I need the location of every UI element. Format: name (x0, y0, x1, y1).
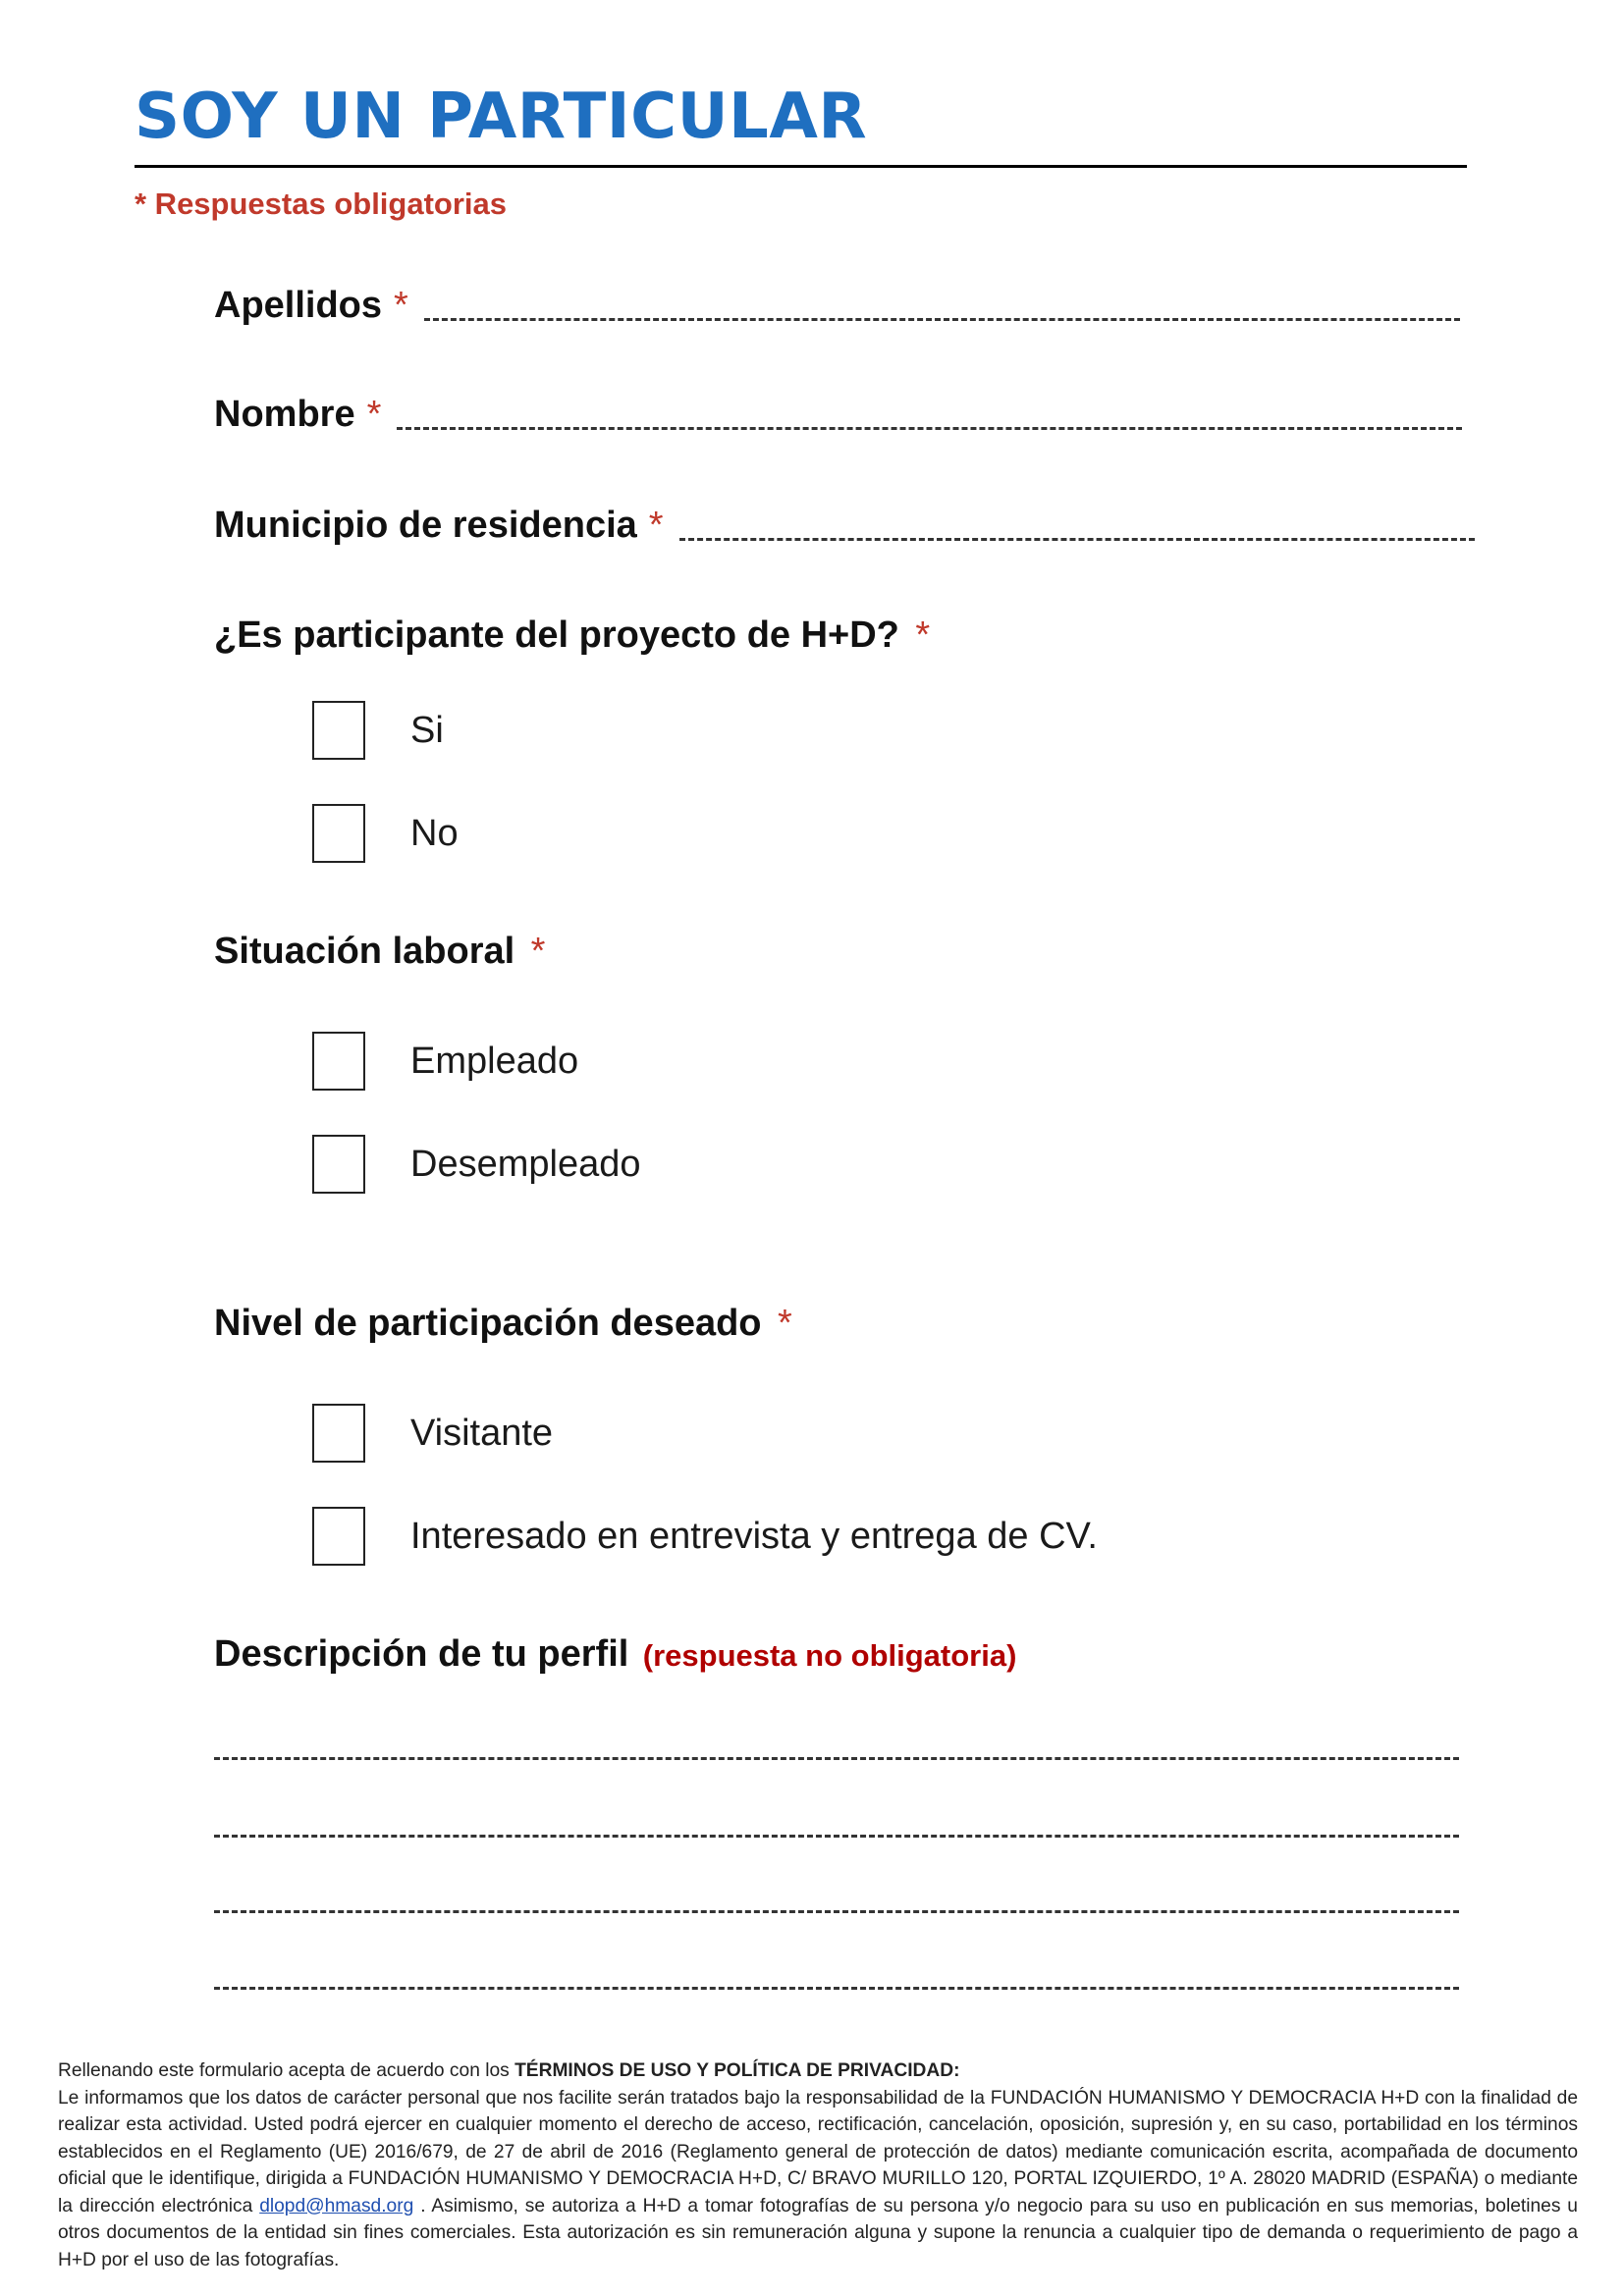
descripcion-label: Descripción de tu perfil (214, 1633, 629, 1675)
option-visitante[interactable] (312, 1404, 553, 1463)
situacion-label: Situación laboral (214, 931, 515, 972)
checkbox-visitante[interactable] (312, 1404, 365, 1463)
checkbox-empleado[interactable] (312, 1032, 365, 1091)
checkbox-desempleado[interactable] (312, 1135, 365, 1194)
checkbox-interesado[interactable] (312, 1507, 365, 1566)
descripcion-line-1[interactable] (214, 1757, 1459, 1760)
footer-body-2: . Asimismo, se autoriza a H+D a tomar fotografías de su persona y/o negocio para su uso en publicación en sus memorias, boletines u otros documentos de la entidad sin fines comerciales. Esta autorización es sin remuneración alguna y supone la renuncia a cualquier tipo de demanda o requerimiento de pago a H+D por el uso de las fotografías. (58, 2195, 1578, 2270)
nivel-question (214, 1303, 792, 1345)
nombre-label: Nombre (214, 394, 355, 435)
apellidos-field (214, 285, 1460, 327)
title-divider (135, 165, 1467, 168)
option-interesado[interactable] (312, 1507, 1098, 1566)
participante-label: ¿Es participante del proyecto de H+D? (214, 614, 899, 656)
option-label-no: No (410, 812, 459, 854)
privacy-footer (58, 2057, 1578, 2273)
option-label-visitante: Visitante (410, 1412, 554, 1454)
municipio-input-line[interactable] (679, 538, 1475, 541)
participante-question (214, 614, 930, 657)
required-note: * Respuestas obligatorias (135, 187, 508, 221)
descripcion-line-3[interactable] (214, 1910, 1459, 1913)
municipio-field (214, 505, 1475, 547)
required-asterisk: * (777, 1303, 792, 1344)
nombre-field (214, 394, 1462, 436)
nivel-label: Nivel de participación deseado (214, 1303, 762, 1344)
option-desempleado[interactable] (312, 1135, 640, 1194)
municipio-label: Municipio de residencia (214, 505, 637, 546)
required-asterisk: * (394, 285, 408, 326)
checkbox-no[interactable] (312, 804, 365, 863)
descripcion-line-4[interactable] (214, 1987, 1459, 1990)
option-no[interactable] (312, 804, 459, 863)
required-asterisk: * (530, 931, 546, 972)
nombre-input-line[interactable] (397, 427, 1462, 430)
option-empleado[interactable] (312, 1032, 578, 1091)
apellidos-input-line[interactable] (424, 318, 1460, 321)
footer-email-link[interactable]: dlopd@hmasd.org (259, 2195, 414, 2216)
checkbox-si[interactable] (312, 701, 365, 760)
option-label-desempleado: Desempleado (410, 1143, 641, 1185)
option-label-si: Si (410, 709, 444, 751)
optional-note: (respuesta no obligatoria) (642, 1638, 1017, 1673)
footer-terms-line (58, 2057, 1578, 2085)
option-label-interesado: Interesado en entrevista y entrega de CV. (410, 1515, 1098, 1557)
footer-body-1: Le informamos que los datos de carácter personal que nos facilite serán tratados bajo la responsabilidad de la FUNDACIÓN HUMANISMO Y DEMOCRACIA H+D con la finalidad de realizar esta actividad. Usted podrá ejercer en cualquier momento el derecho de acceso, rectificación, cancelación, oposición, supresión y, en su caso, portabilidad en los términos establecidos en el Reglamento (UE) 2016/679, de 27 de abril de 2016 (Reglamento general de protección de datos) mediante comunicación escrita, acompañada de documento oficial que le identifique, dirigida a FUNDACIÓN HUMANISMO Y DEMOCRACIA H+D, C/ BRAVO MURILLO 120, PORTAL IZQUIERDO, 1º A. 28020 MADRID (ESPAÑA) o mediante la dirección electrónica (58, 2087, 1578, 2216)
descripcion-line-2[interactable] (214, 1835, 1459, 1838)
page-title: SOY UN PARTICULAR (135, 80, 868, 153)
option-si[interactable] (312, 701, 444, 760)
required-asterisk: * (648, 505, 664, 546)
situacion-question (214, 931, 545, 973)
required-asterisk: * (366, 394, 382, 435)
footer-intro: Rellenando este formulario acepta de acuerdo con los (58, 2060, 515, 2081)
footer-terms: TÉRMINOS DE USO Y POLÍTICA DE PRIVACIDAD: (514, 2060, 960, 2081)
descripcion-question (214, 1633, 1016, 1676)
apellidos-label: Apellidos (214, 285, 383, 326)
footer-body (58, 2085, 1578, 2274)
required-asterisk: * (915, 614, 931, 656)
option-label-empleado: Empleado (410, 1040, 579, 1082)
